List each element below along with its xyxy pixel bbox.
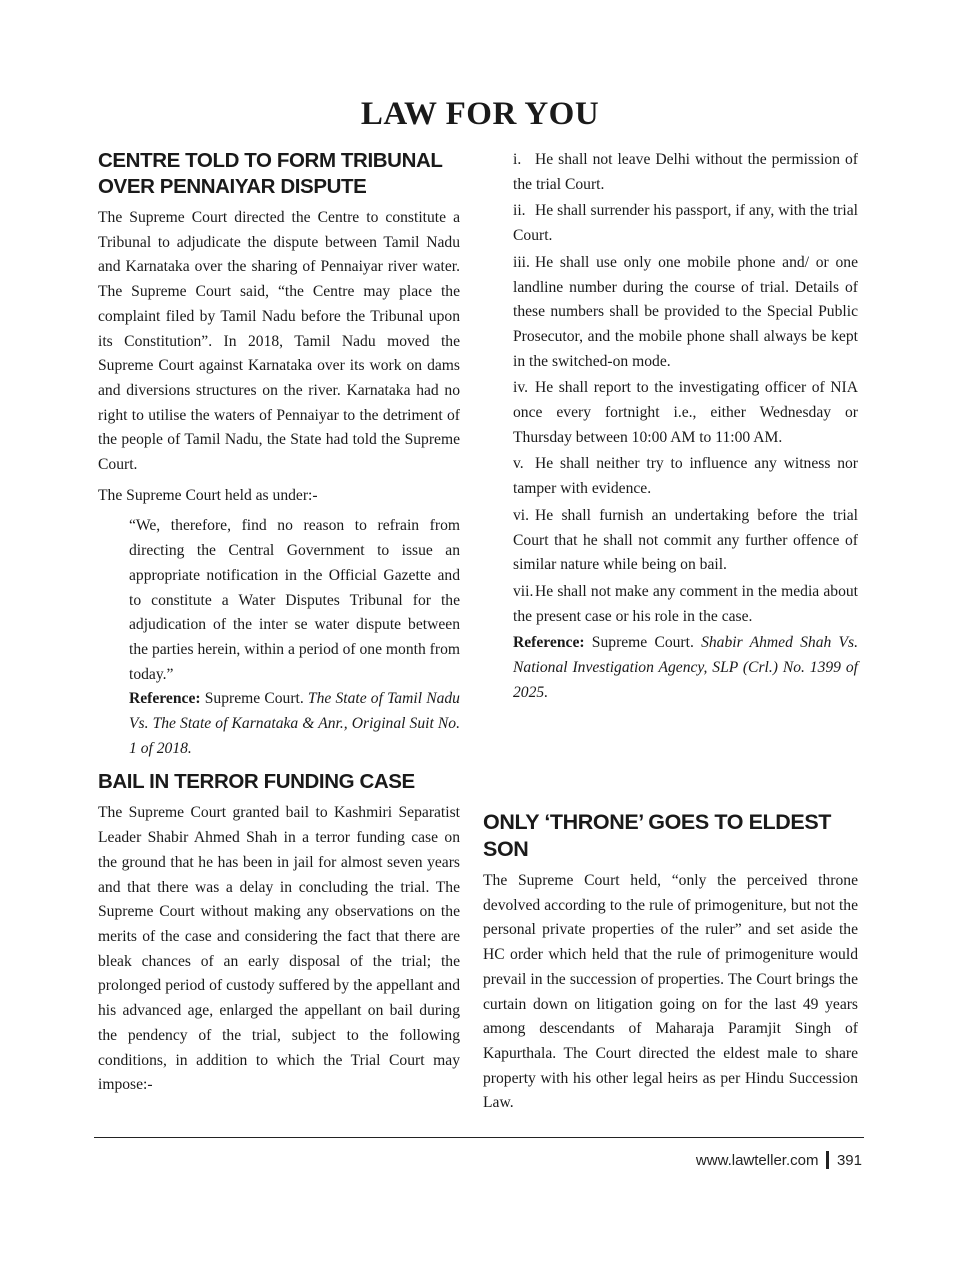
list-item-text: He shall not leave Delhi without the permission of the trial Court. bbox=[513, 151, 858, 193]
list-item bbox=[513, 504, 858, 578]
page-footer bbox=[696, 1151, 862, 1169]
article-heading-throne: ONLY ‘THRONE’ GOES TO ELDEST SON bbox=[483, 810, 832, 861]
reference-court: Supreme Court. bbox=[591, 634, 694, 652]
reference-citation bbox=[513, 631, 858, 705]
article-heading-bail: BAIL IN TERROR FUNDING CASE bbox=[98, 770, 415, 794]
reference-label: Reference: bbox=[513, 634, 585, 652]
page-title: LAW FOR YOU bbox=[360, 96, 600, 132]
list-item bbox=[513, 251, 858, 375]
block-quote: “We, therefore, find no reason to refrain from directing the Central Government to issue an appropriate notification in the Official Gazette and to constitute a Water Disputes Tribunal for the adjudication of the inter se water dispute between the parties herein, within a period of one month from today.” bbox=[129, 517, 460, 683]
footer-site: www.lawteller.com bbox=[695, 1151, 819, 1169]
list-item-text: He shall use only one mobile phone and/ or one landline number during the course of trial. Details of these numbers shall be provided to the Special Public Prosecutor, and the mobile phone shall always be kept in the switched-on mode. bbox=[513, 253, 858, 370]
list-item bbox=[513, 580, 858, 629]
list-item-number: v. bbox=[513, 455, 524, 473]
list-item-text: He shall furnish an undertaking before the trial Court that he shall not commit any further offence of similar nature while being on bail. bbox=[513, 506, 858, 574]
article-paragraph: The Supreme Court granted bail to Kashmiri Separatist Leader Shabir Ahmed Shah in a terror funding case on the ground that he has been in jail for almost seven years and that there was a delay in concluding the trial. The Supreme Court without making any observations on the merits of the case and considering the fact that there are bleak chances of an early disposal of the trial; the prolonged period of custody suffered by the appellant and his advanced age, enlarged the appellant on bail during the pendency of the trial, subject to the following conditions, in addition to which the Trial Court may impose:- bbox=[98, 804, 460, 1094]
right-column-article bbox=[483, 809, 858, 1116]
footer-divider bbox=[94, 1137, 864, 1138]
article-paragraph: The Supreme Court directed the Centre to constitute a Tribunal to adjudicate the dispute between Tamil Nadu and Karnataka over the sharing of Pennaiyar river water. The Supreme Court said, “the Centre may place the complaint filed by Tamil Nadu before the Tribunal upon its Constitution”. In 2018, Tamil Nadu moved the Supreme Court against Karnataka over its work on dams and diversions structures on the river. Karnataka had no right to utilise the waters of Pennaiyar to the detriment of the people of Tamil Nadu, the State had told the Supreme Court. bbox=[98, 209, 460, 474]
reference-case: The State of Tamil Nadu Vs. The State of Karnataka & Anr., Original Suit No. 1 of 2018. bbox=[129, 690, 460, 757]
footer-separator bbox=[826, 1151, 829, 1169]
list-item-number: iv. bbox=[513, 379, 529, 397]
list-item-text: He shall surrender his passport, if any, with the trial Court. bbox=[513, 202, 858, 245]
list-item-number: vi. bbox=[513, 506, 530, 524]
reference-label: Reference: bbox=[129, 690, 201, 708]
article-heading-tribunal: CENTRE TOLD TO FORM TRIBUNAL OVER PENNAIYAR DISPUTE bbox=[98, 149, 443, 198]
page-number: 391 bbox=[836, 1151, 862, 1169]
reference-court: Supreme Court. bbox=[204, 690, 304, 708]
article-paragraph: The Supreme Court held, “only the perceived throne devolved according to the rule of primogeniture, but not the personal private properties of the ruler” and set aside the HC order which held that the rule of primogeniture would prevail in the succession of properties. The Court brings the curtain down on litigation going on for the last 49 years among descendants of Maharaja Paramjit Singh of Kapurthala. The Court directed the eldest male to share property with his other legal heirs as per Hindu Succession Law. bbox=[483, 872, 858, 1112]
list-item-number: vii. bbox=[513, 582, 534, 600]
list-item-text: He shall report to the investigating officer of NIA once every fortnight i.e., either Wednesday or Thursday between 10:00 AM to 11:00 AM. bbox=[513, 379, 858, 446]
list-item bbox=[513, 148, 858, 197]
left-column bbox=[98, 148, 460, 1098]
article-paragraph: The Supreme Court held as under:- bbox=[98, 486, 318, 504]
list-item-number: iii. bbox=[513, 253, 530, 271]
reference-case: Shabir Ahmed Shah Vs. National Investigation Agency, SLP (Crl.) No. 1399 of 2025. bbox=[513, 634, 858, 701]
conditions-list bbox=[513, 148, 858, 707]
list-item bbox=[513, 199, 858, 248]
reference-citation bbox=[129, 687, 460, 761]
list-item-number: i. bbox=[513, 151, 522, 168]
list-item bbox=[513, 452, 858, 501]
list-item bbox=[513, 376, 858, 450]
list-item-text: He shall neither try to influence any witness nor tamper with evidence. bbox=[513, 455, 858, 498]
list-item-number: ii. bbox=[513, 202, 526, 220]
list-item-text: He shall not make any comment in the media about the present case or his role in the case. bbox=[513, 582, 858, 625]
